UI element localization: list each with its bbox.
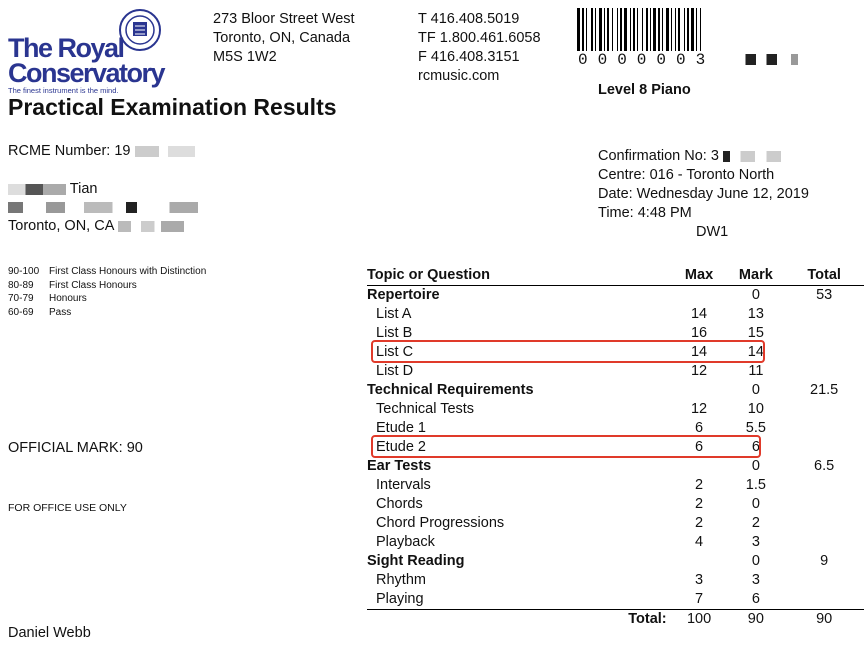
barcode-bar [599,8,602,51]
crest-icon [118,8,162,52]
cell-total [784,419,864,438]
grade-row: 60-69 Pass [8,306,72,318]
highlight-etude-2 [371,435,761,458]
redacted-address [8,199,198,217]
exam-date: Date: Wednesday June 12, 2019 [598,186,809,202]
cell-total [784,590,864,610]
cell-max: 12 [690,363,708,379]
cell-topic: List C [376,344,414,360]
barcode-bar [637,8,638,51]
cell-topic: Chord Progressions [376,515,505,531]
cell-mark: 10 [747,401,764,417]
cell-topic: Chords [376,496,423,512]
cell-mark: 3 [751,534,760,550]
confirmation-number [598,147,809,166]
highlight-list-c [371,340,765,363]
exam-info [598,147,809,223]
cell-total: 53 [816,287,833,303]
office-use-label: FOR OFFICE USE ONLY [8,502,127,514]
section-row [367,552,864,571]
cell-mark: 15 [747,325,764,341]
contact-website[interactable]: rcmusic.com [418,68,500,84]
cell-total [784,533,864,552]
barcode-bar [624,8,627,51]
barcode-bar [630,8,631,51]
cell-total: 6.5 [814,458,835,474]
barcode-bar [658,8,660,51]
cell-mark: 0 [751,287,760,303]
examiner-code: DW1 [696,224,729,240]
cell-total [784,438,864,457]
barcode-bar [671,8,672,51]
cell-topic: Etude 2 [376,439,426,455]
footer-total: 90 [784,610,864,630]
rcme-number [8,143,195,159]
cell-max: 3 [695,572,704,588]
barcode-bar [633,8,635,51]
candidate-city-text: Toronto, ON, CA [8,218,114,234]
barcode-bar [586,8,587,51]
address-block [213,10,355,67]
barcode-bar [700,8,701,51]
candidate-name-visible: Tian [69,181,98,197]
barcode-bar [577,8,580,51]
footer-label: Total: [367,610,671,630]
header-mark: Mark [727,266,784,286]
barcode-digits [578,51,805,69]
redacted-block [135,146,195,157]
cell-mark: 0 [751,553,760,569]
barcode-bar [687,8,689,51]
cell-topic: Ear Tests [367,458,432,474]
rcme-label: RCME Number: 19 [8,143,131,159]
cell-mark: 13 [747,306,764,322]
barcode-bar [666,8,669,51]
cell-max [671,552,728,571]
cell-mark: 6 [751,439,760,455]
barcode-bar [675,8,676,51]
address-line: M5S 1W2 [213,49,277,65]
cell-topic: Rhythm [376,572,426,588]
cell-topic: List B [376,325,413,341]
grade-row: 70-79 Honours [8,293,87,304]
barcode-bar [662,8,663,51]
cell-total [784,571,864,590]
redacted-block [8,184,66,195]
header-total: Total [784,266,864,286]
table-header-row [367,266,864,286]
barcode-bar [650,8,651,51]
cell-max: 6 [695,439,704,455]
table-footer-row [367,610,864,630]
table-row [367,362,864,381]
cell-mark: 0 [751,382,760,398]
section-row [367,457,864,476]
barcode-bar [691,8,694,51]
cell-max [671,381,728,400]
cell-mark: 3 [751,572,760,588]
redacted-block [723,151,781,162]
cell-topic: Sight Reading [367,553,465,569]
cell-max: 2 [695,496,704,512]
cell-total: 9 [820,553,829,569]
table-row [367,476,864,495]
contact-phone: T 416.408.5019 [418,11,520,27]
cell-mark: 1.5 [745,477,766,493]
cell-mark: 6 [751,591,760,607]
cell-topic: List D [376,363,414,379]
cell-max: 4 [695,534,704,550]
cell-max [671,286,728,306]
table-row [367,495,864,514]
redacted-block [118,221,184,232]
barcode-bar [595,8,596,51]
cell-max: 6 [695,420,704,436]
barcode-bar [612,8,613,51]
barcode [577,8,859,51]
cell-topic: Technical Requirements [367,382,534,398]
cell-mark: 0 [751,496,760,512]
cell-topic: Playing [376,591,424,607]
cell-mark: 5.5 [745,420,766,436]
cell-total [784,305,864,324]
table-row [367,400,864,419]
cell-mark: 2 [751,515,760,531]
table-row [367,514,864,533]
barcode-bar [696,8,697,51]
cell-max: 14 [690,306,708,322]
exam-time: Time: 4:48 PM [598,205,692,221]
cell-topic: Etude 1 [376,420,426,436]
cell-max [671,457,728,476]
cell-total [784,343,864,362]
cell-max: 2 [695,515,704,531]
cell-topic: Intervals [376,477,431,493]
barcode-bar [617,8,618,51]
exam-centre: Centre: 016 - Toronto North [598,167,775,183]
candidate-name [8,181,97,197]
confirmation-label: Confirmation No: 3 [598,148,719,164]
cell-total [784,476,864,495]
cell-max: 7 [695,591,704,607]
cell-total: 21.5 [810,382,839,398]
section-row [367,286,864,306]
header-topic: Topic or Question [367,266,671,286]
barcode-bar [646,8,648,51]
grading-scale [8,265,206,319]
barcode-bar [607,8,609,51]
cell-mark: 11 [748,363,764,379]
barcode-bar [684,8,685,51]
grade-row: 90-100 First Class Honours with Distinction [8,266,207,277]
logo-line-1: The Royal [8,33,124,63]
exam-level: Level 8 Piano [598,82,691,98]
official-mark: OFFICIAL MARK: 90 [8,440,143,456]
barcode-bar [642,8,643,51]
contact-fax: F 416.408.3151 [418,49,520,65]
barcode-bar [620,8,622,51]
cell-total [784,362,864,381]
redacted-block [735,54,805,65]
cell-total [784,514,864,533]
barcode-bar [582,8,584,51]
footer-mark: 90 [727,610,784,630]
cell-max: 2 [695,477,704,493]
barcode-bar [678,8,680,51]
table-row [367,571,864,590]
address-line: 273 Bloor Street West [213,11,355,27]
address-line: Toronto, ON, Canada [213,30,351,46]
table-row [367,590,864,610]
cell-max: 16 [690,325,708,341]
barcode-bar [604,8,605,51]
footer-max: 100 [671,610,728,630]
cell-max: 12 [690,401,708,417]
cell-topic: Technical Tests [376,401,475,417]
barcode-digits-visible: 0000003 [578,51,716,69]
logo-tagline: The finest instrument is the mind. [8,86,119,95]
logo-line-2: Conservatory [8,58,165,88]
cell-max: 14 [690,344,708,360]
cell-total [784,400,864,419]
section-row [367,381,864,400]
page-title: Practical Examination Results [8,94,337,120]
cell-topic: Repertoire [367,287,440,303]
examiner-name: Daniel Webb [8,625,91,641]
table-row [367,305,864,324]
cell-topic: Playback [376,534,435,550]
cell-total [784,324,864,343]
grade-row: 80-89 First Class Honours [8,279,137,291]
candidate-city [8,218,184,234]
contact-block [418,10,541,86]
cell-topic: List A [376,306,412,322]
cell-mark: 14 [747,344,764,360]
barcode-bar [591,8,593,51]
cell-mark: 0 [751,458,760,474]
cell-total [784,495,864,514]
header-max: Max [671,266,728,286]
barcode-bar [653,8,656,51]
table-row [367,533,864,552]
redacted-block [8,202,198,213]
contact-tollfree: TF 1.800.461.6058 [418,30,541,46]
